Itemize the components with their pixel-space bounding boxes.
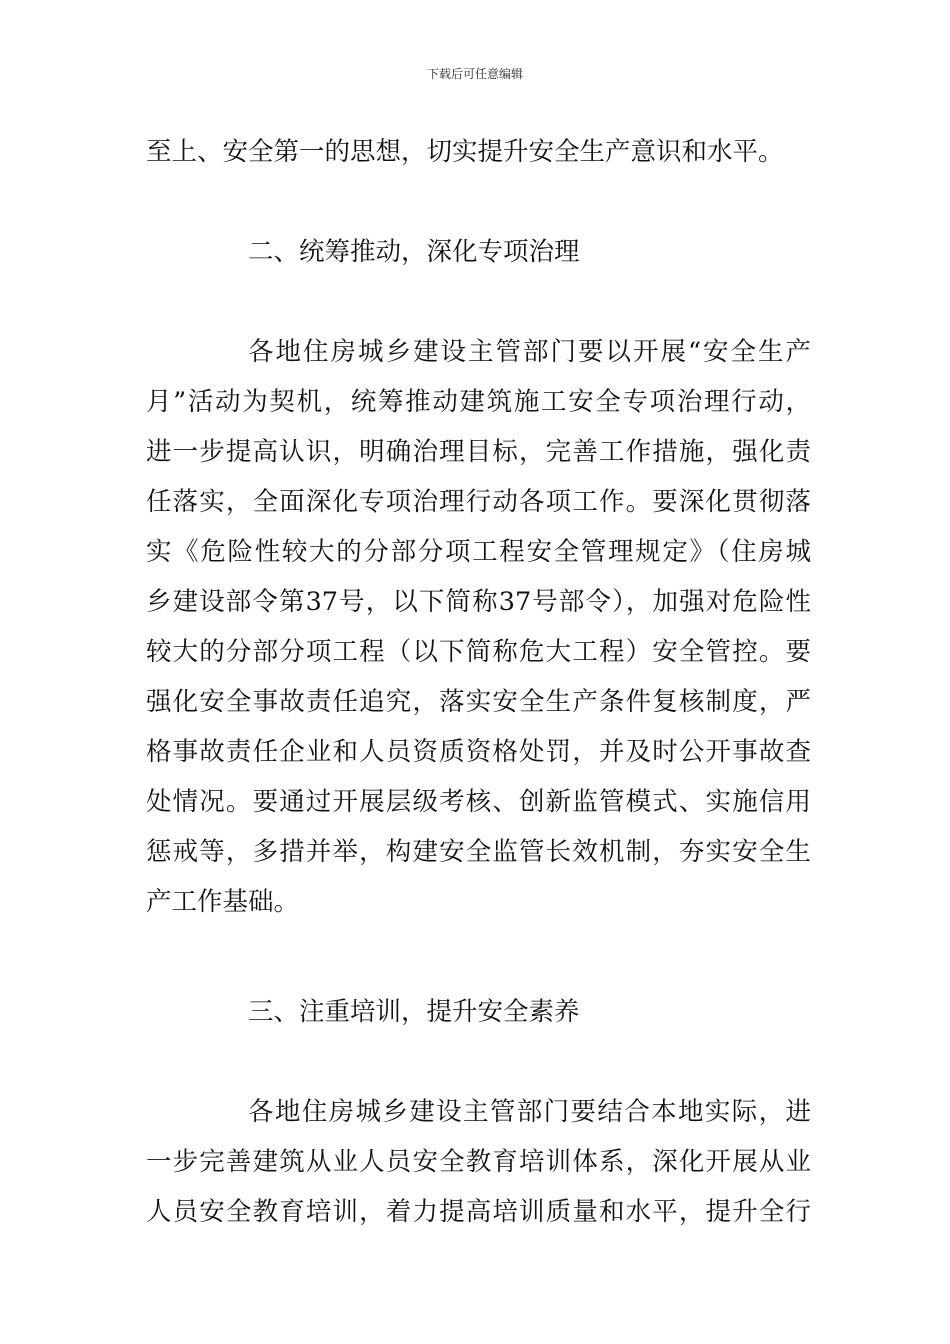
paragraph-line: 进一步提高认识，明确治理目标，完善工作措施，强化责 [146,437,811,467]
section-heading-2: 二、统筹推动，深化专项治理 [248,237,580,267]
section-2-paragraph [146,327,811,927]
paragraph-line: 月”活动为契机，统筹推动建筑施工安全专项治理行动， [146,387,811,417]
spacer [146,1037,811,1087]
section-3-paragraph [146,1087,811,1237]
intro-line: 至上、安全第一的思想，切实提升安全生产意识和水平。 [146,137,784,167]
paragraph-line: 各地住房城乡建设主管部门要结合本地实际，进 [248,1097,811,1127]
paragraph-line: 惩戒等，多措并举，构建安全监管长效机制，夯实安全生 [146,837,811,867]
paragraph-line: 一步完善建筑从业人员安全教育培训体系，深化开展从业 [146,1147,811,1177]
spacer [146,177,811,227]
spacer [146,277,811,327]
paragraph-line: 格事故责任企业和人员资质资格处罚，并及时公开事故查 [146,737,811,767]
paragraph-line: 各地住房城乡建设主管部门要以开展“安全生产 [248,337,811,367]
paragraph-line: 强化安全事故责任追究，落实安全生产条件复核制度，严 [146,687,811,717]
page-header-note: 下载后可任意编辑 [426,67,523,81]
paragraph-line: 实《危险性较大的分部分项工程安全管理规定》（住房城 [146,537,811,567]
document-body [146,127,811,1237]
paragraph-line: 任落实，全面深化专项治理行动各项工作。要深化贯彻落 [146,487,811,517]
spacer [146,927,811,987]
section-heading-3: 三、注重培训，提升安全素养 [248,997,580,1027]
paragraph-line: 较大的分部分项工程（以下简称危大工程）安全管控。要 [146,637,811,667]
paragraph-line: 人员安全教育培训，着力提高培训质量和水平，提升全行 [146,1197,811,1227]
paragraph-line: 乡建设部令第37号，以下简称37号部令），加强对危险性 [146,587,811,617]
paragraph-line: 产工作基础。 [146,887,300,917]
paragraph-line: 处情况。要通过开展层级考核、创新监管模式、实施信用 [146,787,811,817]
